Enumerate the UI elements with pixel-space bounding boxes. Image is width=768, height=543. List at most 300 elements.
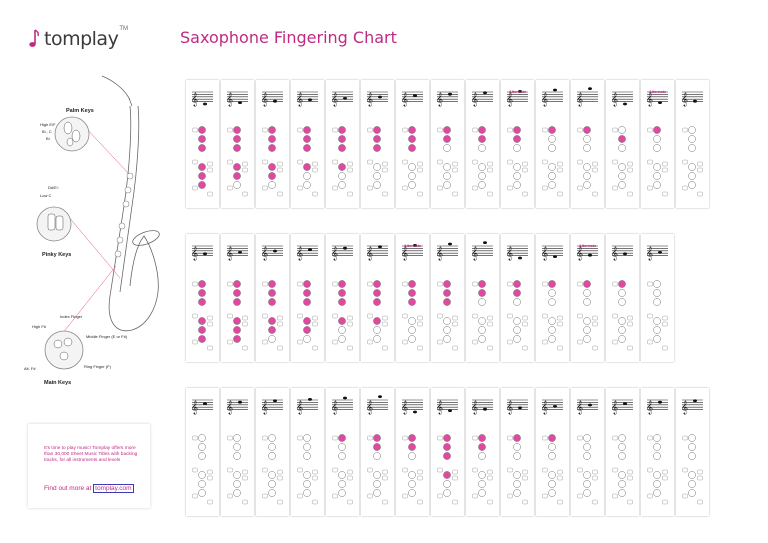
side-key-icon	[523, 322, 528, 326]
side-key-icon	[543, 282, 548, 286]
key-icon	[268, 480, 275, 487]
side-key-icon	[648, 436, 653, 440]
key-icon	[303, 443, 310, 450]
side-key-icon	[578, 340, 583, 344]
music-staff-icon	[191, 246, 213, 260]
tomplay-logo[interactable]	[28, 24, 128, 50]
side-key-icon	[278, 470, 283, 474]
key-icon	[478, 489, 485, 496]
key-icon	[548, 480, 555, 487]
side-key-icon	[663, 192, 668, 196]
note-head-icon	[658, 401, 662, 404]
key-icon	[513, 135, 520, 142]
key-icon	[303, 163, 310, 170]
side-key-icon	[543, 128, 548, 132]
fingering-diagram	[361, 234, 394, 362]
side-key-icon	[488, 500, 493, 504]
key-icon	[618, 280, 625, 287]
key-icon	[513, 335, 520, 342]
label-main-keys: Main Keys	[44, 380, 72, 386]
page-title: Saxophone Fingering Chart	[180, 28, 397, 47]
key-icon	[233, 480, 240, 487]
side-key-icon	[263, 160, 268, 164]
side-key-icon	[543, 494, 548, 498]
note-head-icon	[343, 97, 347, 100]
side-key-icon	[523, 168, 528, 172]
side-key-icon	[628, 476, 633, 480]
side-key-icon	[593, 162, 598, 166]
key-icon	[443, 144, 450, 151]
side-key-icon	[488, 192, 493, 196]
side-key-icon	[263, 186, 268, 190]
fingering-card	[501, 234, 534, 362]
fingering-diagram	[606, 234, 639, 362]
key-icon	[513, 471, 520, 478]
note-head-icon	[483, 91, 487, 94]
side-key-icon	[333, 282, 338, 286]
svg-text:𝄞: 𝄞	[646, 246, 654, 260]
key-icon	[478, 126, 485, 133]
key-icon	[373, 443, 380, 450]
side-key-icon	[473, 282, 478, 286]
fingering-card	[396, 80, 429, 208]
note-head-icon	[203, 103, 207, 106]
side-key-icon	[648, 314, 653, 318]
side-key-icon	[383, 322, 388, 326]
note-head-icon	[658, 101, 662, 104]
side-key-icon	[403, 494, 408, 498]
note-head-icon	[553, 89, 557, 92]
key-icon	[408, 289, 415, 296]
key-icon	[513, 280, 520, 287]
fingering-card	[501, 80, 534, 208]
key-icon	[408, 280, 415, 287]
key-icon	[443, 126, 450, 133]
side-key-icon	[383, 316, 388, 320]
fingering-card	[186, 234, 219, 362]
key-icon	[618, 480, 625, 487]
side-key-icon	[543, 436, 548, 440]
svg-text:𝄞: 𝄞	[436, 92, 444, 106]
side-key-icon	[473, 494, 478, 498]
key-icon	[583, 135, 590, 142]
side-key-icon	[628, 322, 633, 326]
key-icon	[548, 289, 555, 296]
svg-text:𝄞: 𝄞	[331, 246, 339, 260]
side-key-icon	[298, 160, 303, 164]
fingering-diagram	[221, 388, 254, 516]
side-key-icon	[628, 168, 633, 172]
fingering-card	[431, 80, 464, 208]
key-icon	[268, 163, 275, 170]
side-key-icon	[333, 160, 338, 164]
saxophone-diagram	[24, 66, 172, 396]
svg-text:𝄞: 𝄞	[471, 400, 479, 414]
key-icon	[583, 172, 590, 179]
fingering-diagram	[291, 80, 324, 208]
side-key-icon	[558, 476, 563, 480]
side-key-icon	[208, 500, 213, 504]
side-key-icon	[208, 162, 213, 166]
side-key-icon	[543, 340, 548, 344]
side-key-icon	[438, 186, 443, 190]
key-icon	[233, 280, 240, 287]
key-icon	[618, 172, 625, 179]
key-icon	[198, 289, 205, 296]
side-key-icon	[313, 162, 318, 166]
side-key-icon	[278, 346, 283, 350]
key-icon	[478, 335, 485, 342]
svg-text:𝄞: 𝄞	[366, 400, 374, 414]
key-icon	[198, 280, 205, 287]
side-key-icon	[523, 500, 528, 504]
side-key-icon	[543, 314, 548, 318]
music-staff-icon	[576, 87, 598, 106]
side-key-icon	[418, 168, 423, 172]
svg-text:𝄞: 𝄞	[296, 92, 304, 106]
side-key-icon	[403, 282, 408, 286]
side-key-icon	[558, 346, 563, 350]
key-icon	[618, 126, 625, 133]
side-key-icon	[508, 436, 513, 440]
key-icon	[688, 480, 695, 487]
side-key-icon	[333, 436, 338, 440]
svg-text:𝄞: 𝄞	[681, 400, 689, 414]
side-key-icon	[208, 470, 213, 474]
side-key-icon	[313, 192, 318, 196]
key-icon	[303, 335, 310, 342]
side-key-icon	[368, 160, 373, 164]
key-icon	[618, 298, 625, 305]
side-key-icon	[368, 468, 373, 472]
side-key-icon	[663, 316, 668, 320]
side-key-icon	[648, 160, 653, 164]
key-icon	[478, 317, 485, 324]
key-icon	[548, 489, 555, 496]
side-key-icon	[488, 346, 493, 350]
side-key-icon	[558, 192, 563, 196]
fingering-diagram	[221, 80, 254, 208]
key-icon	[653, 434, 660, 441]
svg-text:𝄞: 𝄞	[611, 400, 619, 414]
key-icon	[268, 335, 275, 342]
fingering-diagram	[221, 234, 254, 362]
key-icon	[478, 172, 485, 179]
side-key-icon	[578, 186, 583, 190]
key-icon	[303, 289, 310, 296]
key-icon	[303, 489, 310, 496]
key-icon	[198, 126, 205, 133]
tomplay-link[interactable]: tomplay.com	[95, 485, 132, 492]
side-key-icon	[663, 346, 668, 350]
key-icon	[198, 181, 205, 188]
label-ring-finger: Ring Finger (F)	[84, 364, 111, 369]
side-key-icon	[263, 128, 268, 132]
music-note-icon	[28, 28, 40, 50]
fingering-diagram	[186, 388, 219, 516]
key-icon	[408, 489, 415, 496]
music-staff-icon	[296, 92, 318, 106]
svg-text:𝄞: 𝄞	[506, 246, 514, 260]
side-key-icon	[453, 168, 458, 172]
key-icon	[513, 163, 520, 170]
side-key-icon	[593, 322, 598, 326]
fingering-diagram	[326, 388, 359, 516]
side-key-icon	[263, 282, 268, 286]
fingering-diagram	[501, 80, 534, 208]
note-head-icon	[448, 409, 452, 412]
key-icon	[443, 289, 450, 296]
note-head-icon	[553, 405, 557, 408]
note-head-icon	[623, 402, 627, 405]
key-icon	[443, 489, 450, 496]
key-icon	[513, 181, 520, 188]
side-key-icon	[558, 470, 563, 474]
key-icon	[268, 280, 275, 287]
side-key-icon	[453, 346, 458, 350]
key-icon	[198, 163, 205, 170]
promo-box	[28, 424, 150, 508]
key-icon	[233, 443, 240, 450]
key-icon	[233, 289, 240, 296]
fingering-card	[291, 234, 324, 362]
key-icon	[198, 443, 205, 450]
side-key-icon	[473, 436, 478, 440]
key-icon	[338, 489, 345, 496]
key-icon	[233, 471, 240, 478]
music-staff-icon	[611, 92, 633, 106]
side-key-icon	[663, 476, 668, 480]
side-key-icon	[313, 470, 318, 474]
key-icon	[303, 480, 310, 487]
fingering-card	[431, 234, 464, 362]
svg-text:𝄞: 𝄞	[226, 92, 234, 106]
side-key-icon	[543, 160, 548, 164]
key-icon	[513, 298, 520, 305]
music-staff-icon	[331, 397, 353, 414]
alternate-label: Alternate	[578, 243, 597, 248]
svg-text:𝄞: 𝄞	[646, 400, 654, 414]
key-icon	[303, 172, 310, 179]
note-head-icon	[518, 406, 522, 409]
side-key-icon	[628, 162, 633, 166]
side-key-icon	[683, 436, 688, 440]
key-icon	[583, 126, 590, 133]
key-icon	[373, 280, 380, 287]
side-key-icon	[243, 316, 248, 320]
fingering-card	[606, 388, 639, 516]
side-key-icon	[508, 494, 513, 498]
side-key-icon	[208, 476, 213, 480]
key-icon	[198, 326, 205, 333]
side-key-icon	[628, 500, 633, 504]
svg-text:𝄞: 𝄞	[611, 92, 619, 106]
key-icon	[408, 172, 415, 179]
fingering-card	[571, 388, 604, 516]
side-key-icon	[698, 168, 703, 172]
key-icon	[268, 144, 275, 151]
music-staff-icon	[506, 400, 528, 414]
key-icon	[548, 163, 555, 170]
side-key-icon	[313, 168, 318, 172]
key-icon	[513, 144, 520, 151]
side-key-icon	[523, 162, 528, 166]
key-icon	[268, 135, 275, 142]
key-icon	[513, 126, 520, 133]
side-key-icon	[193, 340, 198, 344]
side-key-icon	[348, 192, 353, 196]
side-key-icon	[663, 162, 668, 166]
side-key-icon	[418, 162, 423, 166]
alternate-label: Alternate	[648, 89, 667, 94]
fingering-diagram	[536, 234, 569, 362]
side-key-icon	[473, 160, 478, 164]
key-icon	[653, 298, 660, 305]
key-icon	[688, 172, 695, 179]
music-staff-icon	[681, 399, 703, 414]
side-key-icon	[488, 476, 493, 480]
key-icon	[373, 298, 380, 305]
key-icon	[303, 434, 310, 441]
key-icon	[478, 443, 485, 450]
music-staff-icon	[611, 246, 633, 260]
fingering-diagram	[361, 80, 394, 208]
key-icon	[408, 317, 415, 324]
key-icon	[513, 452, 520, 459]
side-key-icon	[593, 476, 598, 480]
svg-text:𝄞: 𝄞	[541, 92, 549, 106]
svg-text:𝄞: 𝄞	[401, 400, 409, 414]
svg-text:𝄞: 𝄞	[226, 400, 234, 414]
svg-text:𝄞: 𝄞	[191, 400, 199, 414]
svg-text:𝄞: 𝄞	[261, 400, 269, 414]
key-icon	[548, 317, 555, 324]
side-key-icon	[208, 322, 213, 326]
key-icon	[408, 181, 415, 188]
key-icon	[373, 135, 380, 142]
key-icon	[478, 163, 485, 170]
key-icon	[268, 471, 275, 478]
side-key-icon	[578, 436, 583, 440]
side-key-icon	[508, 282, 513, 286]
key-icon	[583, 434, 590, 441]
key-icon	[268, 181, 275, 188]
side-key-icon	[263, 468, 268, 472]
key-icon	[338, 144, 345, 151]
fingering-diagram	[291, 388, 324, 516]
fingering-card	[431, 388, 464, 516]
side-key-icon	[333, 186, 338, 190]
key-icon	[303, 144, 310, 151]
key-icon	[198, 317, 205, 324]
note-head-icon	[308, 98, 312, 101]
music-staff-icon	[226, 92, 248, 106]
svg-text:𝄞: 𝄞	[681, 92, 689, 106]
music-staff-icon	[261, 246, 283, 260]
side-key-icon	[228, 494, 233, 498]
svg-text:𝄞: 𝄞	[506, 400, 514, 414]
side-key-icon	[208, 168, 213, 172]
fingering-diagram	[641, 234, 674, 362]
note-head-icon	[448, 243, 452, 246]
side-key-icon	[578, 160, 583, 164]
fingering-card	[676, 388, 709, 516]
key-icon	[233, 434, 240, 441]
key-icon	[653, 326, 660, 333]
side-key-icon	[278, 192, 283, 196]
music-staff-icon	[436, 243, 458, 260]
side-key-icon	[278, 322, 283, 326]
side-key-icon	[578, 128, 583, 132]
side-key-icon	[593, 346, 598, 350]
fingering-diagram	[256, 234, 289, 362]
key-icon	[618, 326, 625, 333]
key-icon	[233, 181, 240, 188]
side-key-icon	[193, 186, 198, 190]
side-key-icon	[243, 162, 248, 166]
side-key-icon	[628, 470, 633, 474]
side-key-icon	[613, 494, 618, 498]
svg-text:𝄞: 𝄞	[436, 400, 444, 414]
side-key-icon	[298, 494, 303, 498]
side-key-icon	[278, 162, 283, 166]
side-key-icon	[193, 282, 198, 286]
key-icon	[618, 317, 625, 324]
key-icon	[513, 434, 520, 441]
logo-text: tomplay	[44, 28, 119, 50]
side-key-icon	[593, 316, 598, 320]
side-key-icon	[208, 192, 213, 196]
key-icon	[443, 181, 450, 188]
side-key-icon	[523, 192, 528, 196]
note-head-icon	[203, 402, 207, 405]
key-icon	[653, 144, 660, 151]
note-head-icon	[693, 100, 697, 103]
fingering-row-3	[186, 388, 711, 516]
key-icon	[408, 126, 415, 133]
fingering-card	[641, 80, 674, 208]
music-staff-icon	[541, 400, 563, 414]
side-key-icon	[438, 314, 443, 318]
svg-text:𝄞: 𝄞	[226, 246, 234, 260]
music-staff-icon	[436, 400, 458, 414]
side-key-icon	[313, 476, 318, 480]
side-key-icon	[278, 168, 283, 172]
side-key-icon	[418, 316, 423, 320]
side-key-icon	[473, 314, 478, 318]
key-icon	[618, 135, 625, 142]
key-icon	[653, 452, 660, 459]
side-key-icon	[698, 470, 703, 474]
key-icon	[443, 443, 450, 450]
key-icon	[583, 471, 590, 478]
side-key-icon	[613, 128, 618, 132]
fingering-diagram	[501, 388, 534, 516]
music-staff-icon	[471, 400, 493, 414]
key-icon	[443, 434, 450, 441]
key-icon	[373, 289, 380, 296]
fingering-diagram	[326, 234, 359, 362]
key-icon	[688, 135, 695, 142]
side-key-icon	[418, 470, 423, 474]
promo-text: It's time to play music! Tomplay offers more than 30,000 Sheet Music Titles with backing tracks, for all instruments and levels	[44, 446, 138, 463]
music-staff-icon	[471, 241, 493, 260]
music-staff-icon	[191, 92, 213, 106]
label-alt-f-sharp: Alt. F#	[24, 366, 36, 371]
side-key-icon	[438, 340, 443, 344]
note-head-icon	[378, 245, 382, 248]
key-icon	[268, 443, 275, 450]
